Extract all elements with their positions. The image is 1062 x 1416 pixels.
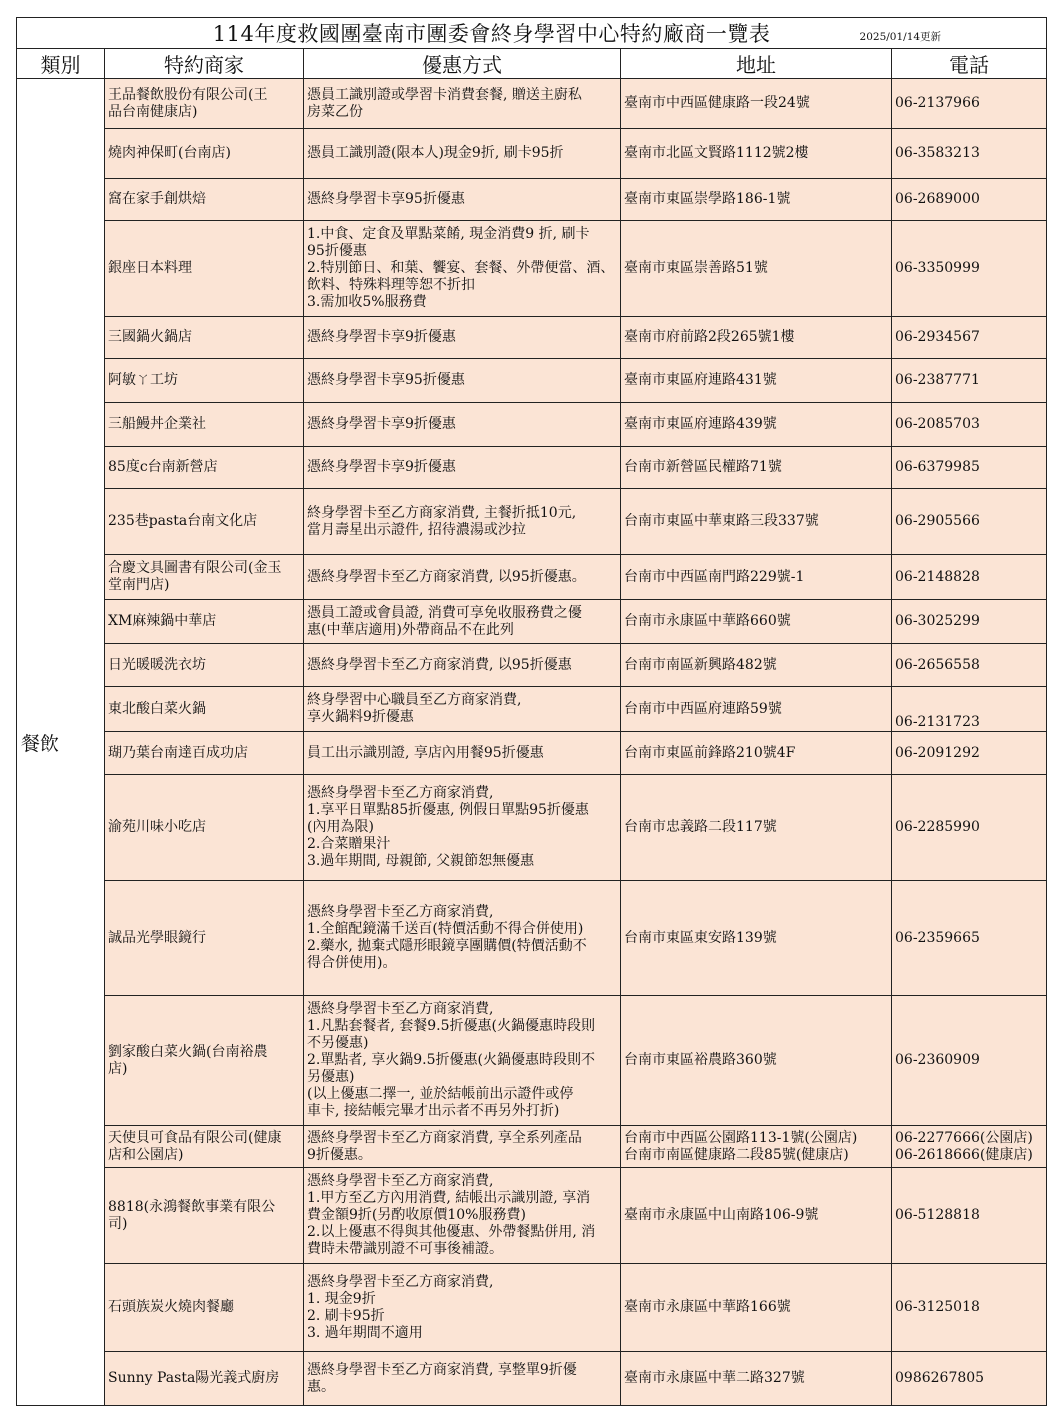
merchant-line: 品台南健康店) <box>108 103 198 120</box>
discount-line: 得合併使用)。 <box>307 955 397 971</box>
merchant-cell <box>105 600 304 644</box>
discount-line: 3.過年期間, 母親節, 父親節恕無優惠 <box>307 853 535 869</box>
table-row <box>17 775 1047 881</box>
page-title: 114年度救國團臺南市團委會終身學習中心特約廠商一覽表 <box>212 22 771 46</box>
discount-line: 1.享平日單點85折優惠, 例假日單點95折優惠 <box>307 802 589 818</box>
discount-line: 1. 現金9折 <box>307 1290 376 1307</box>
phone-cell <box>892 489 1047 555</box>
merchant-line: 司) <box>108 1215 128 1232</box>
merchant-line: 天使貝可食品有限公司(健康 <box>108 1129 282 1146</box>
discount-line: 終身學習中心職員至乙方商家消費, <box>307 692 522 708</box>
phone-cell <box>892 179 1047 221</box>
discount-line: 終身學習卡至乙方商家消費, 主餐折抵10元, <box>307 504 577 521</box>
table-row <box>17 644 1047 687</box>
address-line: 台南市中西區公園路113-1號(公園店) <box>624 1129 858 1146</box>
phone-cell <box>892 129 1047 179</box>
table-row <box>17 317 1047 359</box>
table-row <box>17 555 1047 600</box>
discount-line: 憑員工識別證(限本人)現金9折, 刷卡95折 <box>307 145 564 161</box>
table-row <box>17 1126 1047 1168</box>
address-cell <box>621 775 892 881</box>
table-row <box>17 447 1047 489</box>
address-cell <box>621 179 892 221</box>
phone-line: 0986267805 <box>895 1370 985 1386</box>
table-row <box>17 179 1047 221</box>
merchant-line: 王品餐飲股份有限公司(王 <box>108 86 268 103</box>
phone-line: 06-2148828 <box>895 568 980 585</box>
discount-line: 憑終身學習卡至乙方商家消費, 以95折優惠 <box>307 656 572 673</box>
phone-line: 06-6379985 <box>895 459 980 475</box>
discount-line: 憑終身學習卡至乙方商家消費, <box>307 1001 494 1017</box>
discount-line: 享火鍋料9折優惠 <box>307 709 414 725</box>
merchant-line: 渝苑川味小吃店 <box>108 819 206 835</box>
address-cell <box>621 881 892 996</box>
updated-date: 2025/01/14更新 <box>859 31 942 43</box>
phone-line: 06-2131723 <box>895 714 980 730</box>
address-cell <box>621 447 892 489</box>
merchant-cell <box>105 1126 304 1168</box>
address-cell <box>621 600 892 644</box>
merchant-cell <box>105 1264 304 1352</box>
merchant-line: 店和公園店) <box>108 1146 184 1163</box>
discount-line: 憑終身學習卡至乙方商家消費, 享全系列產品 <box>307 1129 582 1146</box>
phone-line: 06-2360909 <box>895 1052 980 1068</box>
discount-line: 1.甲方至乙方內用消費, 結帳出示識別證, 享消 <box>307 1190 591 1206</box>
phone-line: 06-2905566 <box>895 513 980 529</box>
address-cell <box>621 403 892 447</box>
address-line: 臺南市中西區健康路一段24號 <box>624 95 810 111</box>
discount-line: 2.藥水, 拋棄式隱形眼鏡享團購價(特價活動不 <box>307 938 587 954</box>
phone-cell <box>892 1168 1047 1264</box>
phone-line: 06-3125018 <box>895 1299 980 1315</box>
table-row <box>17 996 1047 1126</box>
discount-cell <box>304 881 621 996</box>
address-cell <box>621 221 892 317</box>
discount-cell <box>304 179 621 221</box>
phone-cell <box>892 644 1047 687</box>
table-row <box>17 79 1047 129</box>
merchant-line: XM麻辣鍋中華店 <box>108 613 217 629</box>
table-row <box>17 129 1047 179</box>
address-cell <box>621 1168 892 1264</box>
address-cell <box>621 359 892 403</box>
merchant-cell <box>105 403 304 447</box>
discount-line: 費金額9折(另酌收原價10%服務費) <box>307 1207 526 1223</box>
merchant-cell <box>105 775 304 881</box>
address-cell <box>621 489 892 555</box>
discount-cell <box>304 687 621 732</box>
table-row <box>17 881 1047 996</box>
merchant-line: 阿敏ㄚ工坊 <box>108 372 178 388</box>
address-line: 台南市永康區中華路660號 <box>624 613 791 629</box>
merchant-line: 日光暖暖洗衣坊 <box>108 656 206 673</box>
phone-line: 06-2689000 <box>895 191 980 207</box>
title-row <box>17 18 1047 49</box>
merchant-cell <box>105 881 304 996</box>
table-row <box>17 359 1047 403</box>
address-line: 台南市忠義路二段117號 <box>624 819 777 835</box>
merchant-line: 235巷pasta台南文化店 <box>108 513 258 529</box>
merchant-line: 劉家酸白菜火鍋(台南裕農 <box>108 1043 268 1060</box>
discount-line: 車卡, 接結帳完畢才出示者不再另外打折) <box>307 1103 560 1119</box>
merchant-cell <box>105 221 304 317</box>
merchant-line: 誠品光學眼鏡行 <box>108 929 206 946</box>
merchant-cell <box>105 79 304 129</box>
merchant-cell <box>105 179 304 221</box>
discount-line: 3. 過年期間不適用 <box>307 1324 423 1341</box>
address-line: 台南市新營區民權路71號 <box>624 459 782 475</box>
address-cell <box>621 687 892 732</box>
discount-line: 1.全館配鏡滿千送百(特價活動不得合併使用) <box>307 921 584 937</box>
discount-line: 憑終身學習卡至乙方商家消費, <box>307 1273 494 1290</box>
address-cell <box>621 1264 892 1352</box>
address-cell <box>621 79 892 129</box>
discount-cell <box>304 317 621 359</box>
title-cell <box>17 18 1047 49</box>
address-line: 台南市中西區南門路229號-1 <box>624 568 805 585</box>
discount-cell <box>304 1264 621 1352</box>
discount-cell <box>304 79 621 129</box>
merchant-line: 銀座日本料理 <box>108 260 192 276</box>
merchant-line: 店) <box>108 1060 128 1077</box>
address-line: 台南市東區中華東路三段337號 <box>624 513 819 529</box>
phone-cell <box>892 1126 1047 1168</box>
address-cell <box>621 1126 892 1168</box>
phone-line: 06-2359665 <box>895 929 980 946</box>
discount-line: 憑終身學習卡至乙方商家消費, 以95折優惠。 <box>307 568 586 585</box>
address-line: 台南市東區東安路139號 <box>624 929 777 946</box>
discount-cell <box>304 775 621 881</box>
merchant-line: 瑚乃葉台南達百成功店 <box>108 744 248 761</box>
phone-cell <box>892 1352 1047 1406</box>
phone-cell <box>892 732 1047 775</box>
discount-line: (以上優惠二擇一, 並於結帳前出示證件或停 <box>307 1086 574 1102</box>
merchant-line: Sunny Pasta陽光義式廚房 <box>108 1370 280 1386</box>
discount-line: 2.單點者, 享火鍋9.5折優惠(火鍋優惠時段則不 <box>307 1052 595 1068</box>
discount-line: (內用為限) <box>307 819 374 835</box>
discount-cell <box>304 1352 621 1406</box>
merchant-table <box>16 17 1047 1406</box>
table-row <box>17 489 1047 555</box>
merchant-cell <box>105 1352 304 1406</box>
discount-line: 憑終身學習卡享9折優惠 <box>307 416 456 432</box>
address-line: 臺南市東區崇學路186-1號 <box>624 191 791 207</box>
discount-line: 惠。 <box>307 1378 335 1395</box>
table-row <box>17 1264 1047 1352</box>
discount-line: 憑終身學習卡享9折優惠 <box>307 329 456 345</box>
phone-line: 06-2285990 <box>895 819 980 835</box>
merchant-line: 8818(永鴻餐飲事業有限公 <box>108 1198 276 1215</box>
phone-line: 06-2277666(公園店) <box>895 1129 1033 1146</box>
table-row <box>17 732 1047 775</box>
merchant-cell <box>105 129 304 179</box>
address-line: 臺南市府前路2段265號1樓 <box>624 329 795 345</box>
discount-line: 憑終身學習卡至乙方商家消費, <box>307 1173 494 1189</box>
discount-line: 員工出示識別證, 享店內用餐95折優惠 <box>307 744 544 761</box>
discount-line: 房菜乙份 <box>307 103 363 120</box>
discount-cell <box>304 600 621 644</box>
header-address: 地址 <box>621 49 892 79</box>
phone-cell <box>892 317 1047 359</box>
header-row <box>17 49 1047 79</box>
address-line: 臺南市東區崇善路51號 <box>624 260 768 276</box>
discount-line: 憑終身學習卡至乙方商家消費, 享整單9折優 <box>307 1361 577 1378</box>
merchant-line: 85度c台南新營店 <box>108 459 218 475</box>
header-phone: 電話 <box>892 49 1047 79</box>
phone-line: 06-2387771 <box>895 372 980 388</box>
address-cell <box>621 644 892 687</box>
discount-line: 費時未帶識別證不可事後補證。 <box>307 1241 503 1257</box>
discount-line: 憑員工識別證或學習卡消費套餐, 贈送主廚私 <box>307 86 582 103</box>
merchant-line: 堂南門店) <box>108 577 170 593</box>
address-line: 臺南市永康區中山南路106-9號 <box>624 1207 819 1223</box>
phone-cell <box>892 403 1047 447</box>
discount-line: 憑終身學習卡至乙方商家消費, <box>307 904 494 920</box>
table-row <box>17 600 1047 644</box>
merchant-table-sheet <box>16 17 1046 1406</box>
discount-line: 當月壽星出示證件, 招待濃湯或沙拉 <box>307 521 526 538</box>
merchant-cell <box>105 644 304 687</box>
merchant-cell <box>105 1168 304 1264</box>
address-cell <box>621 129 892 179</box>
merchant-cell <box>105 687 304 732</box>
discount-line: 2.以上優惠不得與其他優惠、外帶餐點併用, 消 <box>307 1224 596 1240</box>
table-row <box>17 1168 1047 1264</box>
discount-cell <box>304 644 621 687</box>
header-merchant: 特約商家 <box>105 49 304 79</box>
merchant-cell <box>105 996 304 1126</box>
discount-cell <box>304 447 621 489</box>
phone-cell <box>892 881 1047 996</box>
address-line: 臺南市北區文賢路1112號2樓 <box>624 145 809 161</box>
discount-line: 1.凡點套餐者, 套餐9.5折優惠(火鍋優惠時段則 <box>307 1018 595 1034</box>
phone-cell <box>892 775 1047 881</box>
phone-line: 06-2934567 <box>895 329 980 345</box>
merchant-cell <box>105 359 304 403</box>
merchant-cell <box>105 447 304 489</box>
discount-line: 憑終身學習卡至乙方商家消費, <box>307 785 494 801</box>
address-line: 台南市東區裕農路360號 <box>624 1052 777 1068</box>
merchant-line: 東北酸白菜火鍋 <box>108 700 206 717</box>
merchant-cell <box>105 489 304 555</box>
address-cell <box>621 996 892 1126</box>
merchant-line: 三船鰻丼企業社 <box>108 416 206 432</box>
discount-line: 2.特別節日、和葉、饗宴、套餐、外帶便當、酒、 <box>307 260 615 276</box>
merchant-cell <box>105 732 304 775</box>
phone-cell <box>892 600 1047 644</box>
phone-cell <box>892 221 1047 317</box>
discount-line: 飲料、特殊料理等恕不折扣 <box>307 277 475 293</box>
phone-line: 06-2618666(健康店) <box>895 1146 1033 1163</box>
phone-cell <box>892 555 1047 600</box>
discount-line: 憑終身學習卡享95折優惠 <box>307 372 465 388</box>
discount-cell <box>304 359 621 403</box>
discount-line: 9折優惠。 <box>307 1146 372 1163</box>
phone-cell <box>892 359 1047 403</box>
address-cell <box>621 317 892 359</box>
address-cell <box>621 555 892 600</box>
discount-cell <box>304 129 621 179</box>
discount-cell <box>304 732 621 775</box>
discount-line: 憑終身學習卡享9折優惠 <box>307 459 456 475</box>
discount-cell <box>304 555 621 600</box>
header-category: 類別 <box>17 49 105 79</box>
phone-cell <box>892 447 1047 489</box>
merchant-cell <box>105 317 304 359</box>
table-row <box>17 403 1047 447</box>
header-discount: 優惠方式 <box>304 49 621 79</box>
discount-line: 惠(中華店適用)外帶商品不在此列 <box>307 621 514 638</box>
table-row <box>17 1352 1047 1406</box>
phone-line: 06-2085703 <box>895 416 980 432</box>
address-line: 臺南市東區府連路431號 <box>624 372 777 388</box>
discount-line: 另優惠) <box>307 1069 355 1085</box>
discount-cell <box>304 996 621 1126</box>
phone-cell <box>892 1264 1047 1352</box>
phone-line: 06-3025299 <box>895 613 980 629</box>
table-row <box>17 221 1047 317</box>
address-line: 臺南市永康區中華路166號 <box>624 1299 791 1315</box>
merchant-line: 三國鍋火鍋店 <box>108 329 192 345</box>
discount-cell <box>304 1126 621 1168</box>
phone-line: 06-5128818 <box>895 1207 980 1223</box>
phone-cell <box>892 687 1047 732</box>
phone-line: 06-2656558 <box>895 656 980 673</box>
merchant-line: 窩在家手創烘焙 <box>108 191 206 207</box>
table-row <box>17 687 1047 732</box>
discount-line: 2.合菜贈果汁 <box>307 836 391 852</box>
discount-line: 95折優惠 <box>307 243 367 259</box>
address-cell <box>621 1352 892 1406</box>
discount-line: 不另優惠) <box>307 1035 369 1051</box>
discount-cell <box>304 221 621 317</box>
discount-cell <box>304 403 621 447</box>
discount-cell <box>304 489 621 555</box>
address-line: 臺南市東區府連路439號 <box>624 416 777 432</box>
discount-line: 憑終身學習卡享95折優惠 <box>307 191 465 207</box>
address-line: 台南市中西區府連路59號 <box>624 700 782 717</box>
discount-line: 憑員工證或會員證, 消費可享免收服務費之優 <box>307 604 582 621</box>
address-cell <box>621 732 892 775</box>
merchant-cell <box>105 555 304 600</box>
merchant-line: 燒肉神保町(台南店) <box>108 145 231 161</box>
phone-line: 06-2091292 <box>895 744 980 761</box>
discount-line: 1.中食、定食及單點菜餚, 現金消費9 折, 刷卡 <box>307 226 590 242</box>
phone-line: 06-3350999 <box>895 260 980 276</box>
discount-line: 2. 刷卡95折 <box>307 1307 385 1324</box>
address-line: 臺南市永康區中華二路327號 <box>624 1370 805 1386</box>
phone-cell <box>892 996 1047 1126</box>
phone-line: 06-3583213 <box>895 145 980 161</box>
discount-cell <box>304 1168 621 1264</box>
address-line: 台南市東區前鋒路210號4F <box>624 744 796 761</box>
address-line: 台南市南區健康路二段85號(健康店) <box>624 1146 849 1163</box>
address-line: 台南市南區新興路482號 <box>624 656 777 673</box>
category-cell: 餐飲 <box>17 79 105 1406</box>
discount-line: 3.需加收5%服務費 <box>307 294 427 310</box>
phone-cell <box>892 79 1047 129</box>
merchant-line: 合慶文具圖書有限公司(金玉 <box>108 560 282 576</box>
phone-line: 06-2137966 <box>895 95 980 111</box>
merchant-line: 石頭族炭火燒肉餐廳 <box>108 1299 234 1315</box>
